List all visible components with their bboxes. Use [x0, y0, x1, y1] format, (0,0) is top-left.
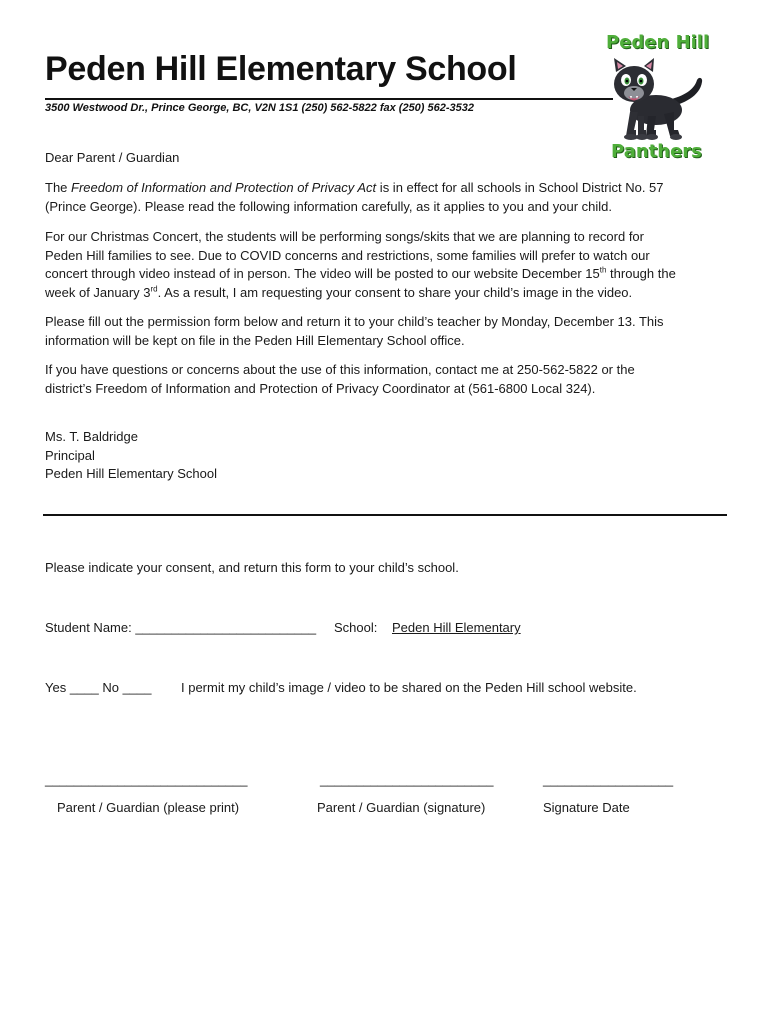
logo-text-top: Peden Hill: [606, 32, 710, 53]
p2-line3-sup: th: [599, 265, 607, 275]
title-underline: [45, 98, 613, 100]
p3-line1: Please fill out the permission form below and return it to your child’s teacher by Monday, December 13. This: [45, 314, 664, 329]
page-title: Peden Hill Elementary School: [45, 50, 517, 88]
signature-date-label: Signature Date: [543, 800, 630, 815]
panther-mascot-icon: [604, 56, 706, 142]
p2-line1: For our Christmas Concert, the students will be performing songs/skits that we are planning to record for: [45, 229, 644, 244]
paragraph-contact: [45, 361, 735, 398]
paragraph-privacy-act: [45, 179, 735, 216]
school-address: 3500 Westwood Dr., Prince George, BC, V2N 1S1 (250) 562-5822 fax (250) 562-3532: [45, 102, 475, 114]
principal-name: Ms. T. Baldridge: [45, 429, 138, 444]
p4-line2: district’s Freedom of Information and Protection of Privacy Coordinator at (561-6800 Local 324).: [45, 380, 596, 396]
act-name: Freedom of Information and Protection of Privacy Act: [71, 180, 377, 195]
parent-signature-line[interactable]: ________________________: [320, 772, 494, 787]
p3-line2: information will be kept on file in the Peden Hill Elementary School office.: [45, 332, 465, 348]
student-name-field[interactable]: Student Name: _________________________: [45, 620, 317, 635]
principal-signature: [45, 428, 735, 484]
signature-date-line[interactable]: __________________: [543, 772, 674, 787]
principal-role: Principal: [45, 447, 95, 463]
p2-line3-pre: concert through video instead of in person. The video will be posted to our website December 15: [45, 266, 600, 281]
p1-post: is in effect for all schools in School District No. 57: [376, 180, 664, 195]
parent-print-label: Parent / Guardian (please print): [57, 800, 240, 815]
p2-line4-post: . As a result, I am requesting your consent to share your child’s image in the video.: [157, 284, 633, 300]
yes-no-field[interactable]: Yes ____ No ____: [45, 680, 152, 695]
salutation: Dear Parent / Guardian: [45, 150, 180, 165]
paragraph-permission: [45, 313, 735, 350]
parent-print-line[interactable]: ____________________________: [45, 772, 248, 787]
principal-school: Peden Hill Elementary School: [45, 466, 217, 481]
parent-signature-label: Parent / Guardian (signature): [317, 800, 486, 815]
p1-pre: The: [45, 180, 72, 195]
p2-line4-sup: rd: [150, 284, 158, 294]
p2-line2: Peden Hill families to see. Due to COVID concerns and restrictions, some families will prefer to watch our: [45, 247, 650, 263]
logo-text-bottom: Panthers: [611, 141, 702, 162]
section-divider: [43, 514, 727, 516]
p1-line2: (Prince George). Please read the following information carefully, as it applies to you and your child.: [45, 198, 612, 214]
form-instruction: Please indicate your consent, and return this form to your child’s school.: [45, 560, 459, 575]
paragraph-concert: [45, 228, 735, 302]
p2-line4-pre: week of January 3: [45, 284, 151, 300]
p4-line1: If you have questions or concerns about the use of this information, contact me at 250-562-5822 or the: [45, 362, 635, 377]
school-value: Peden Hill Elementary: [392, 620, 521, 635]
school-label: School:: [334, 620, 378, 635]
permit-statement: I permit my child’s image / video to be shared on the Peden Hill school website.: [181, 680, 637, 695]
p2-line3-post: through the: [606, 266, 676, 281]
